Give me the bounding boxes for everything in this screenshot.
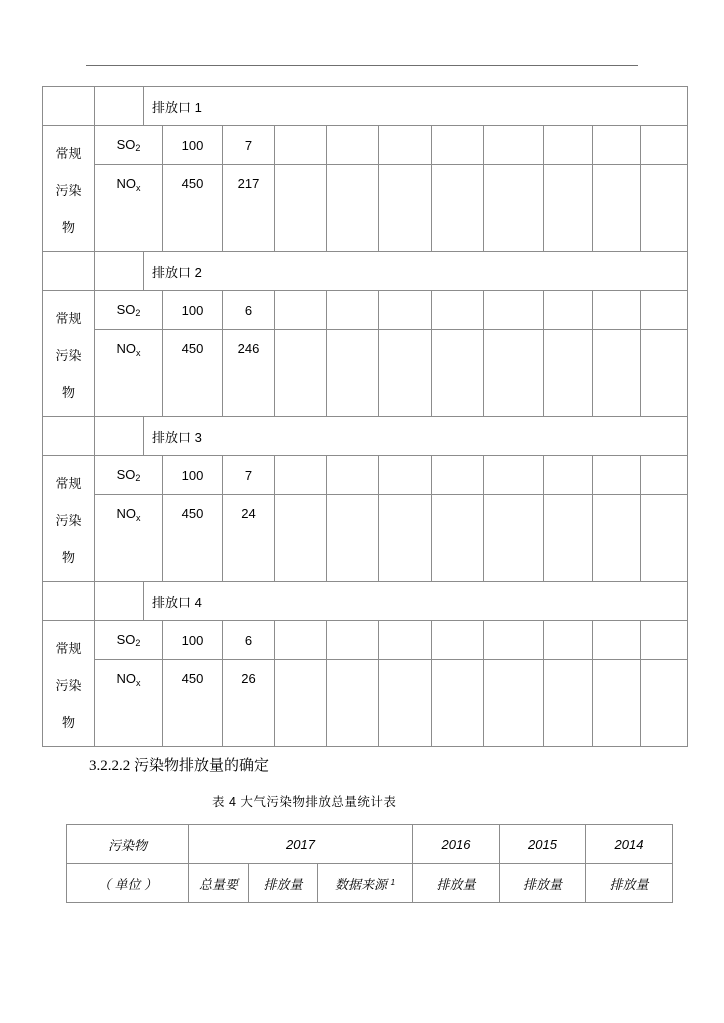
empty-cell — [327, 126, 379, 165]
table4-subheader-row — [67, 864, 673, 903]
outlet-label: 排放口 3 — [144, 417, 688, 456]
empty-cell — [275, 621, 327, 660]
outlet-emissions-table — [42, 86, 688, 747]
empty-cell — [484, 456, 544, 495]
pollutant-row — [43, 126, 688, 165]
empty-cell — [379, 456, 432, 495]
category-line: 污染 — [55, 183, 82, 198]
empty-cell — [275, 291, 327, 330]
empty-cell — [327, 330, 379, 417]
empty-cell — [544, 330, 593, 417]
pollutant-subscript: x — [136, 678, 141, 688]
pollutant-subscript: 2 — [135, 473, 141, 483]
pollutant-symbol: NO — [116, 341, 136, 356]
measured-value: 24 — [223, 495, 275, 582]
emission-2014-header: 排放量 — [586, 864, 673, 903]
pollutant-symbol: NO — [116, 176, 136, 191]
empty-cell — [379, 291, 432, 330]
outlet-header-row — [43, 252, 688, 291]
empty-cell — [95, 252, 144, 291]
section-heading: 3.2.2.2 污染物排放量的确定 — [89, 758, 270, 774]
total-requirement-header: 总量要 — [189, 864, 249, 903]
empty-cell — [544, 291, 593, 330]
data-source-label: 数据来源 — [334, 876, 387, 892]
empty-cell — [641, 621, 688, 660]
empty-cell — [379, 495, 432, 582]
empty-cell — [484, 330, 544, 417]
data-source-header — [318, 864, 413, 903]
year-2014-header: 2014 — [586, 825, 673, 864]
pollutant-row — [43, 621, 688, 660]
pollutant-name — [95, 126, 163, 165]
measured-value: 217 — [223, 165, 275, 252]
emission-total-table — [66, 824, 673, 903]
measured-value: 26 — [223, 660, 275, 747]
empty-cell — [593, 456, 641, 495]
empty-cell — [379, 621, 432, 660]
empty-cell — [43, 87, 95, 126]
category-line: 常规 — [55, 311, 82, 326]
category-line: 污染 — [55, 348, 82, 363]
unit-header: （ 单位 ） — [67, 864, 189, 903]
limit-value: 100 — [163, 291, 223, 330]
pollutant-row — [43, 330, 688, 417]
pollutant-subscript: x — [136, 348, 141, 358]
pollutant-category — [43, 291, 95, 417]
empty-cell — [641, 660, 688, 747]
table-caption: 表 4 大气污染物排放总量统计表 — [212, 795, 397, 809]
pollutant-category — [43, 621, 95, 747]
outlet-label: 排放口 4 — [144, 582, 688, 621]
empty-cell — [484, 291, 544, 330]
pollutant-row — [43, 291, 688, 330]
empty-cell — [544, 165, 593, 252]
outlet-label: 排放口 1 — [144, 87, 688, 126]
category-line: 污染 — [55, 513, 82, 528]
empty-cell — [544, 126, 593, 165]
limit-value: 450 — [163, 660, 223, 747]
emission-2015-header: 排放量 — [500, 864, 586, 903]
empty-cell — [484, 660, 544, 747]
empty-cell — [641, 456, 688, 495]
outlet-label: 排放口 2 — [144, 252, 688, 291]
empty-cell — [484, 165, 544, 252]
year-2017-header: 2017 — [189, 825, 413, 864]
empty-cell — [484, 495, 544, 582]
measured-value: 246 — [223, 330, 275, 417]
pollutant-name — [95, 621, 163, 660]
empty-cell — [432, 330, 484, 417]
pollutant-name — [95, 330, 163, 417]
empty-cell — [379, 330, 432, 417]
empty-cell — [544, 456, 593, 495]
empty-cell — [379, 660, 432, 747]
pollutant-row — [43, 165, 688, 252]
empty-cell — [593, 126, 641, 165]
year-2016-header: 2016 — [413, 825, 500, 864]
empty-cell — [593, 330, 641, 417]
empty-cell — [544, 495, 593, 582]
measured-value: 7 — [223, 126, 275, 165]
empty-cell — [275, 456, 327, 495]
emission-2016-header: 排放量 — [413, 864, 500, 903]
outlet-header-row — [43, 582, 688, 621]
limit-value: 450 — [163, 330, 223, 417]
empty-cell — [379, 165, 432, 252]
empty-cell — [432, 621, 484, 660]
limit-value: 450 — [163, 165, 223, 252]
footnote-marker: 1 — [390, 877, 396, 887]
pollutant-name — [95, 291, 163, 330]
outlet-header-row — [43, 87, 688, 126]
category-line: 物 — [61, 220, 75, 235]
measured-value: 6 — [223, 621, 275, 660]
empty-cell — [544, 660, 593, 747]
pollutant-subscript: 2 — [135, 308, 141, 318]
empty-cell — [43, 252, 95, 291]
empty-cell — [484, 126, 544, 165]
empty-cell — [327, 660, 379, 747]
header-rule — [86, 65, 638, 66]
pollutant-row — [43, 456, 688, 495]
category-line: 常规 — [55, 641, 82, 656]
empty-cell — [641, 165, 688, 252]
pollutant-category — [43, 456, 95, 582]
empty-cell — [379, 126, 432, 165]
pollutant-symbol: SO — [116, 632, 136, 647]
empty-cell — [432, 456, 484, 495]
empty-cell — [95, 417, 144, 456]
pollutant-symbol: NO — [116, 506, 136, 521]
limit-value: 100 — [163, 621, 223, 660]
pollutant-category — [43, 126, 95, 252]
category-line: 污染 — [55, 678, 82, 693]
empty-cell — [432, 126, 484, 165]
empty-cell — [275, 660, 327, 747]
empty-cell — [593, 291, 641, 330]
empty-cell — [593, 495, 641, 582]
empty-cell — [641, 495, 688, 582]
year-2015-header: 2015 — [500, 825, 586, 864]
category-line: 常规 — [55, 476, 82, 491]
empty-cell — [641, 126, 688, 165]
pollutant-name — [95, 660, 163, 747]
empty-cell — [484, 621, 544, 660]
empty-cell — [327, 495, 379, 582]
pollutant-symbol: NO — [116, 671, 136, 686]
empty-cell — [641, 291, 688, 330]
pollutant-name — [95, 165, 163, 252]
pollutant-subscript: 2 — [135, 143, 141, 153]
limit-value: 100 — [163, 456, 223, 495]
empty-cell — [544, 621, 593, 660]
measured-value: 7 — [223, 456, 275, 495]
empty-cell — [432, 291, 484, 330]
pollutant-subscript: 2 — [135, 638, 141, 648]
pollutant-symbol: SO — [116, 467, 136, 482]
pollutant-name — [95, 456, 163, 495]
limit-value: 100 — [163, 126, 223, 165]
empty-cell — [593, 165, 641, 252]
category-line: 物 — [61, 385, 75, 400]
pollutant-row — [43, 495, 688, 582]
empty-cell — [641, 330, 688, 417]
empty-cell — [327, 165, 379, 252]
limit-value: 450 — [163, 495, 223, 582]
empty-cell — [275, 495, 327, 582]
empty-cell — [327, 456, 379, 495]
category-line: 常规 — [55, 146, 82, 161]
empty-cell — [327, 621, 379, 660]
empty-cell — [43, 417, 95, 456]
outlet-header-row — [43, 417, 688, 456]
pollutant-symbol: SO — [116, 137, 136, 152]
category-line: 物 — [61, 715, 75, 730]
emission-2017-header: 排放量 — [249, 864, 318, 903]
pollutant-header: 污染物 — [67, 825, 189, 864]
empty-cell — [593, 621, 641, 660]
pollutant-row — [43, 660, 688, 747]
empty-cell — [275, 126, 327, 165]
pollutant-name — [95, 495, 163, 582]
category-line: 物 — [61, 550, 75, 565]
pollutant-symbol: SO — [116, 302, 136, 317]
empty-cell — [43, 582, 95, 621]
table4-header-row — [67, 825, 673, 864]
empty-cell — [593, 660, 641, 747]
empty-cell — [95, 87, 144, 126]
empty-cell — [432, 165, 484, 252]
empty-cell — [327, 291, 379, 330]
empty-cell — [432, 495, 484, 582]
pollutant-subscript: x — [136, 513, 141, 523]
measured-value: 6 — [223, 291, 275, 330]
empty-cell — [275, 330, 327, 417]
empty-cell — [275, 165, 327, 252]
empty-cell — [432, 660, 484, 747]
pollutant-subscript: x — [136, 183, 141, 193]
empty-cell — [95, 582, 144, 621]
